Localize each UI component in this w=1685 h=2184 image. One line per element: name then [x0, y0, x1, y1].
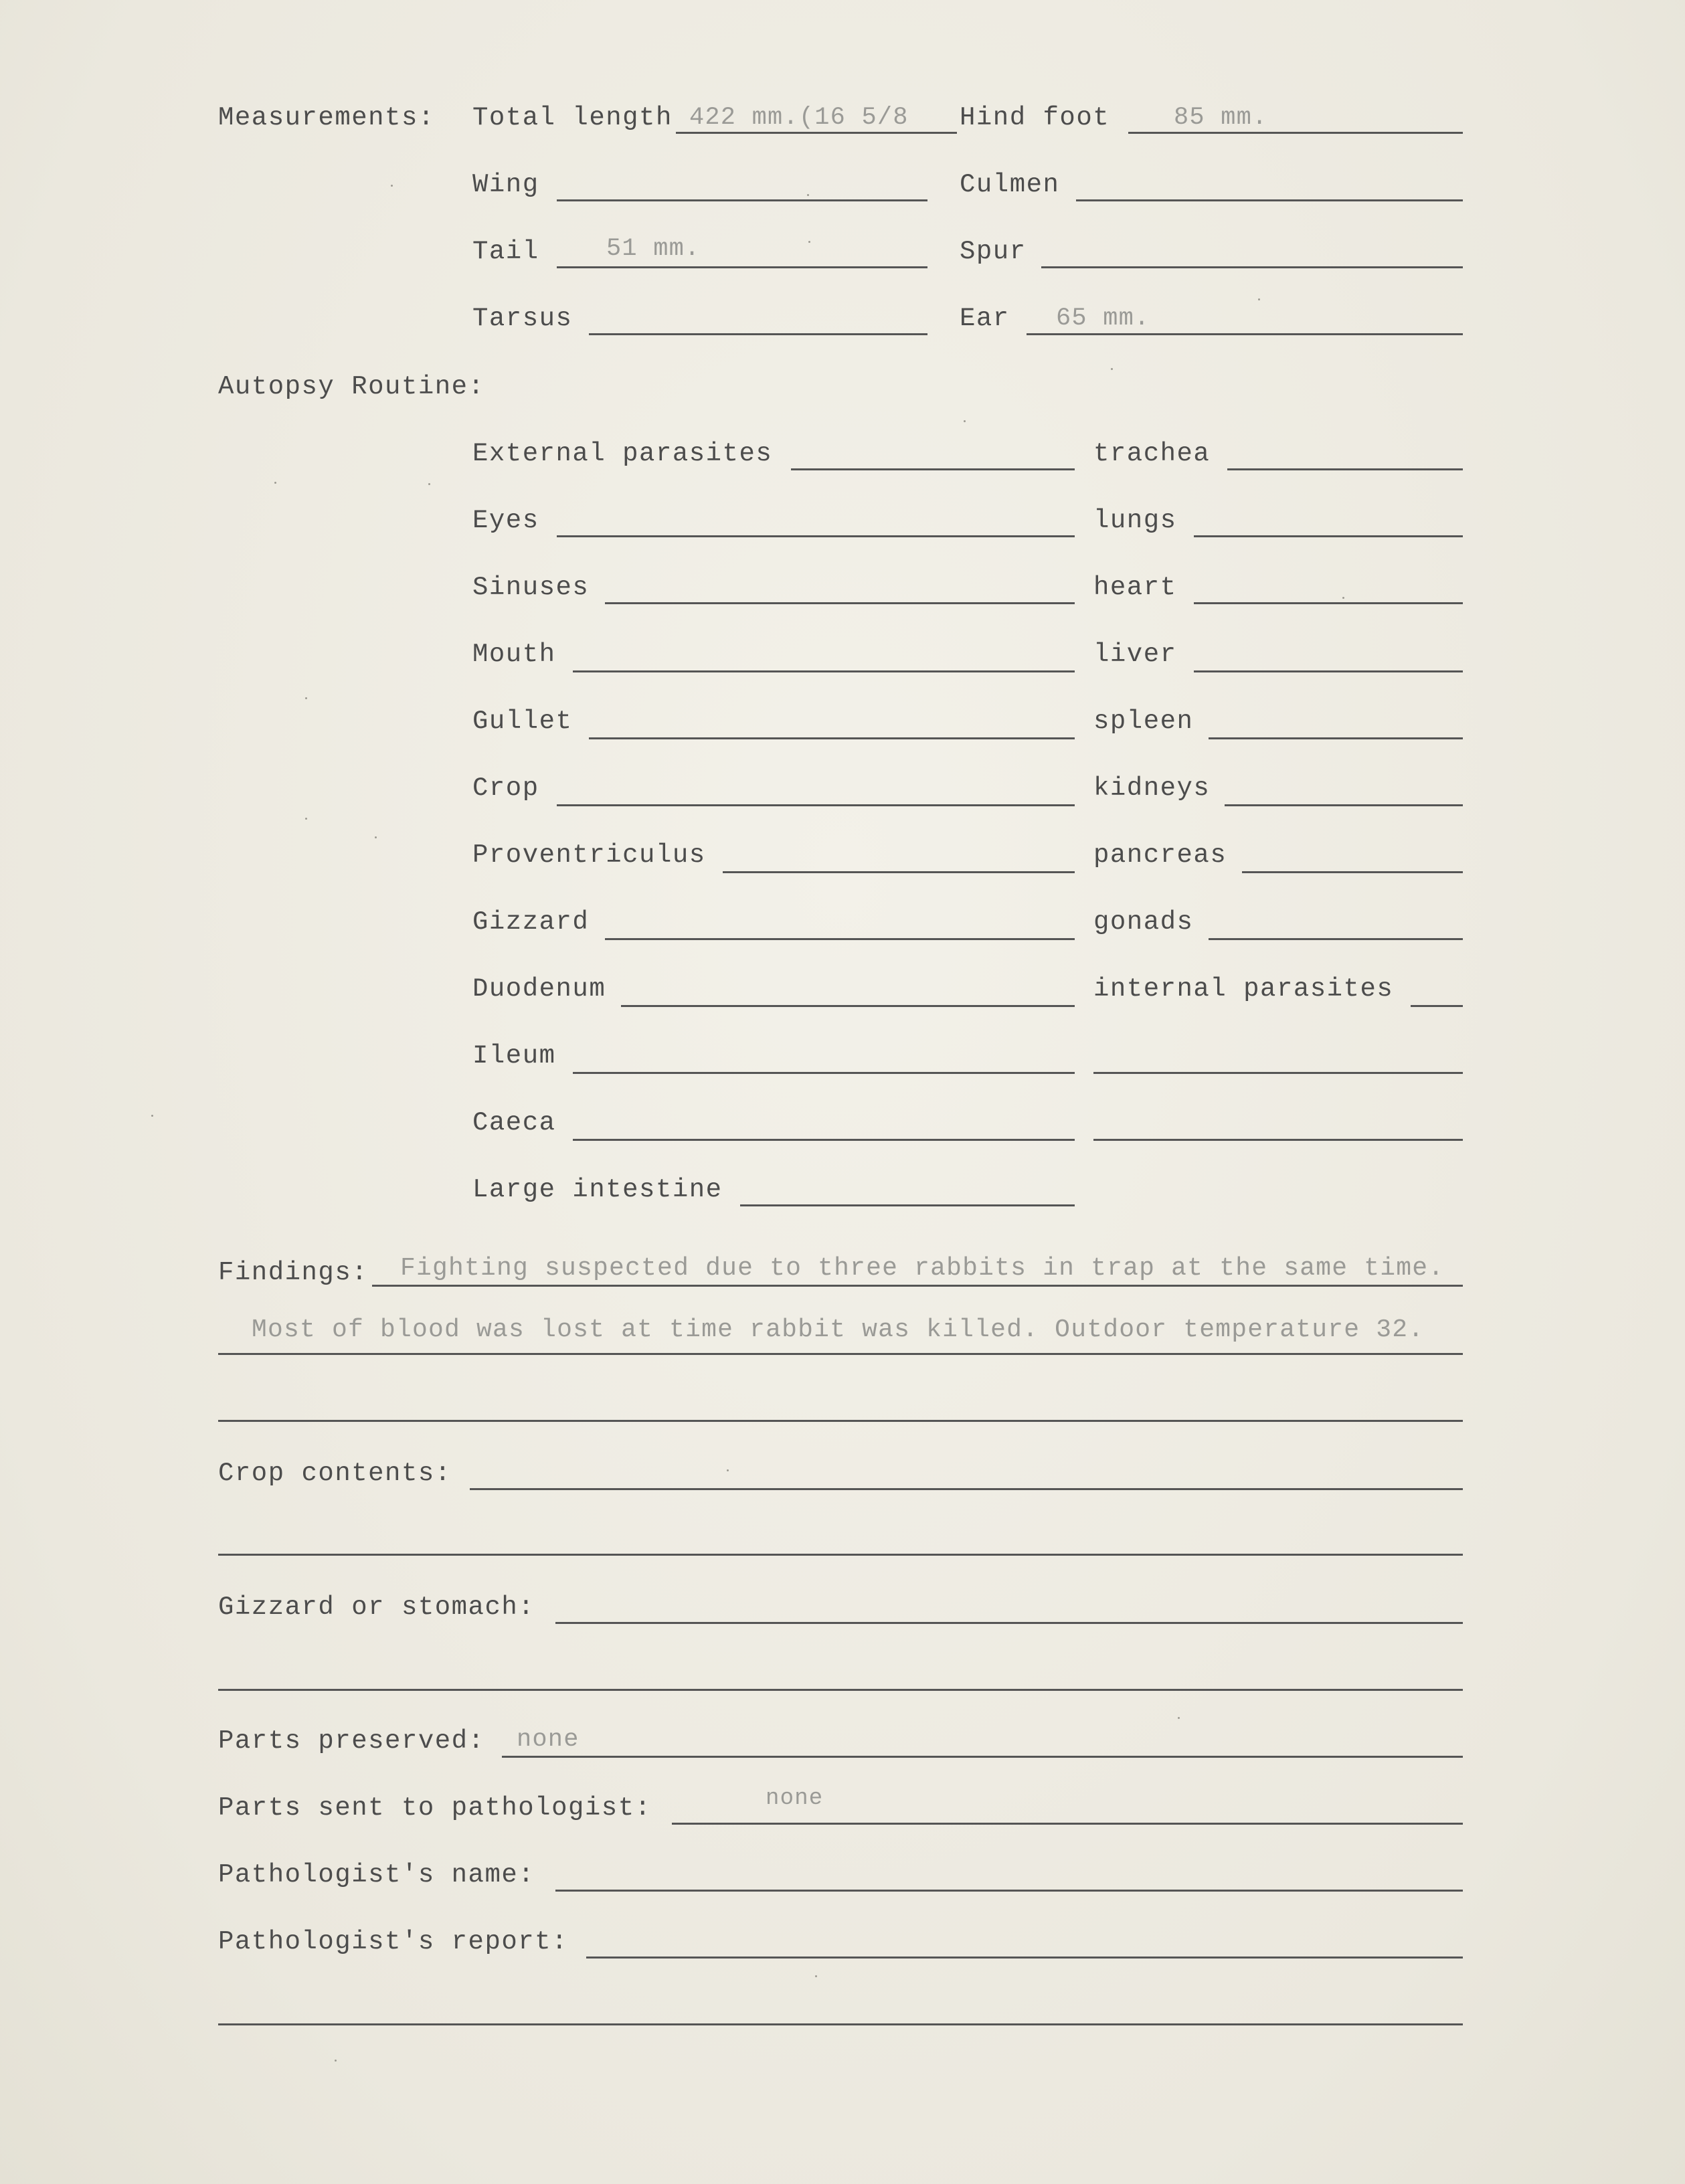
autopsy-routine-label: Autopsy Routine:: [218, 372, 485, 401]
paper-speck: [305, 697, 307, 699]
paper-speck: [1111, 368, 1113, 370]
paper-speck: [305, 818, 307, 820]
culmen-line[interactable]: [1076, 199, 1463, 201]
spur-line[interactable]: [1041, 266, 1463, 268]
autopsy-item-gizzard: Gizzard: [472, 907, 590, 937]
autopsy-item-duodenum: Duodenum: [472, 974, 606, 1004]
gizzard-stomach-line[interactable]: [555, 1622, 1463, 1624]
autopsy-item-crop: Crop: [472, 774, 539, 803]
mouth-line[interactable]: [573, 670, 1075, 672]
kidneys-line[interactable]: [1225, 804, 1463, 806]
findings-line-2: Most of blood was lost at time rabbit was killed. Outdoor temperature 32.: [252, 1315, 1425, 1344]
autopsy-item-kidneys: kidneys: [1093, 774, 1211, 803]
paper-speck: [807, 194, 809, 196]
parts-sent-line[interactable]: [672, 1823, 1463, 1825]
spleen-line[interactable]: [1209, 737, 1463, 739]
extra-right-line-2[interactable]: [1093, 1139, 1463, 1141]
pathologist-name-line[interactable]: [555, 1890, 1463, 1892]
caeca-line[interactable]: [573, 1139, 1075, 1141]
autopsy-item-mouth: Mouth: [472, 640, 556, 669]
autopsy-item-caeca: Caeca: [472, 1108, 556, 1138]
external-parasites-line[interactable]: [791, 468, 1075, 470]
autopsy-item-gullet: Gullet: [472, 707, 573, 736]
parts-preserved-label: Parts preserved:: [218, 1726, 485, 1756]
paper-speck: [1342, 597, 1344, 599]
autopsy-item-gonads: gonads: [1093, 907, 1194, 937]
findings-underline-3[interactable]: [218, 1420, 1463, 1422]
autopsy-item-liver: liver: [1093, 640, 1177, 669]
measurements-label: Measurements:: [218, 103, 435, 132]
autopsy-item-large-intestine: Large intestine: [472, 1175, 723, 1204]
trachea-line[interactable]: [1227, 468, 1463, 470]
crop-contents-line-2[interactable]: [218, 1554, 1463, 1556]
extra-right-line-1[interactable]: [1093, 1072, 1463, 1074]
paper-speck: [274, 482, 276, 484]
findings-label: Findings:: [218, 1258, 369, 1287]
wing-line[interactable]: [557, 199, 927, 201]
paper-speck: [335, 2060, 337, 2062]
paper-speck: [815, 1975, 817, 1977]
duodenum-line[interactable]: [621, 1005, 1075, 1007]
gizzard-stomach-label: Gizzard or stomach:: [218, 1592, 535, 1622]
findings-underline-2[interactable]: [218, 1353, 1463, 1355]
pancreas-line[interactable]: [1242, 871, 1463, 873]
findings-underline-1[interactable]: [372, 1285, 1463, 1287]
parts-sent-value: none: [766, 1786, 824, 1811]
gizzard-line[interactable]: [605, 938, 1075, 940]
pathologist-report-label: Pathologist's report:: [218, 1927, 568, 1956]
gullet-line[interactable]: [589, 737, 1075, 739]
total-length-line[interactable]: [676, 132, 957, 134]
paper-speck: [964, 420, 966, 422]
liver-line[interactable]: [1194, 670, 1463, 672]
paper-speck: [375, 836, 377, 838]
ileum-line[interactable]: [573, 1072, 1075, 1074]
parts-preserved-value: none: [517, 1726, 580, 1754]
findings-line-1: Fighting suspected due to three rabbits in trap at the same time.: [400, 1254, 1445, 1283]
autopsy-item-heart: heart: [1093, 573, 1177, 602]
autopsy-item-trachea: trachea: [1093, 439, 1211, 468]
hind-foot-value: 85 mm.: [1174, 104, 1268, 132]
autopsy-item-spleen: spleen: [1093, 707, 1194, 736]
pathologist-report-line-2[interactable]: [218, 2023, 1463, 2025]
tail-label: Tail: [472, 237, 539, 266]
internal-parasites-line[interactable]: [1411, 1005, 1463, 1007]
total-length-value: 422 mm.(16 5/8: [689, 104, 909, 132]
paper-speck: [428, 483, 430, 485]
parts-sent-label: Parts sent to pathologist:: [218, 1793, 652, 1823]
ear-label: Ear: [960, 304, 1010, 333]
heart-line[interactable]: [1194, 602, 1463, 604]
wing-label: Wing: [472, 170, 539, 199]
parts-preserved-line[interactable]: [502, 1756, 1463, 1758]
paper-speck: [808, 241, 810, 243]
gizzard-stomach-line-2[interactable]: [218, 1689, 1463, 1691]
paper-speck: [1178, 1717, 1180, 1719]
crop-contents-line[interactable]: [470, 1488, 1463, 1490]
tail-line[interactable]: [557, 266, 927, 268]
culmen-label: Culmen: [960, 170, 1060, 199]
crop-contents-label: Crop contents:: [218, 1459, 452, 1488]
pathologist-report-line[interactable]: [586, 1956, 1463, 1959]
autopsy-item-external-parasites: External parasites: [472, 439, 773, 468]
proventriculus-line[interactable]: [723, 871, 1075, 873]
paper-speck: [727, 1469, 729, 1471]
paper-speck: [1258, 298, 1260, 300]
crop-line[interactable]: [557, 804, 1075, 806]
tail-value: 51 mm.: [606, 235, 701, 263]
autopsy-item-proventriculus: Proventriculus: [472, 840, 706, 870]
autopsy-item-sinuses: Sinuses: [472, 573, 590, 602]
eyes-line[interactable]: [557, 535, 1075, 537]
paper-speck: [391, 185, 393, 187]
hind-foot-line[interactable]: [1128, 132, 1463, 134]
tarsus-label: Tarsus: [472, 304, 573, 333]
large-intestine-line[interactable]: [740, 1204, 1075, 1206]
tarsus-line[interactable]: [589, 333, 927, 335]
gonads-line[interactable]: [1209, 938, 1463, 940]
ear-value: 65 mm.: [1056, 304, 1150, 333]
paper-speck: [151, 1115, 153, 1117]
spur-label: Spur: [960, 237, 1027, 266]
autopsy-item-lungs: lungs: [1093, 506, 1177, 535]
sinuses-line[interactable]: [605, 602, 1075, 604]
total-length-label: Total length: [472, 103, 673, 132]
pathologist-name-label: Pathologist's name:: [218, 1860, 535, 1890]
autopsy-item-pancreas: pancreas: [1093, 840, 1227, 870]
autopsy-item-eyes: Eyes: [472, 506, 539, 535]
ear-line[interactable]: [1027, 333, 1463, 335]
hind-foot-label: Hind foot: [960, 103, 1110, 132]
lungs-line[interactable]: [1194, 535, 1463, 537]
autopsy-item-ileum: Ileum: [472, 1041, 556, 1071]
autopsy-item-internal-parasites: internal parasites: [1093, 974, 1394, 1004]
